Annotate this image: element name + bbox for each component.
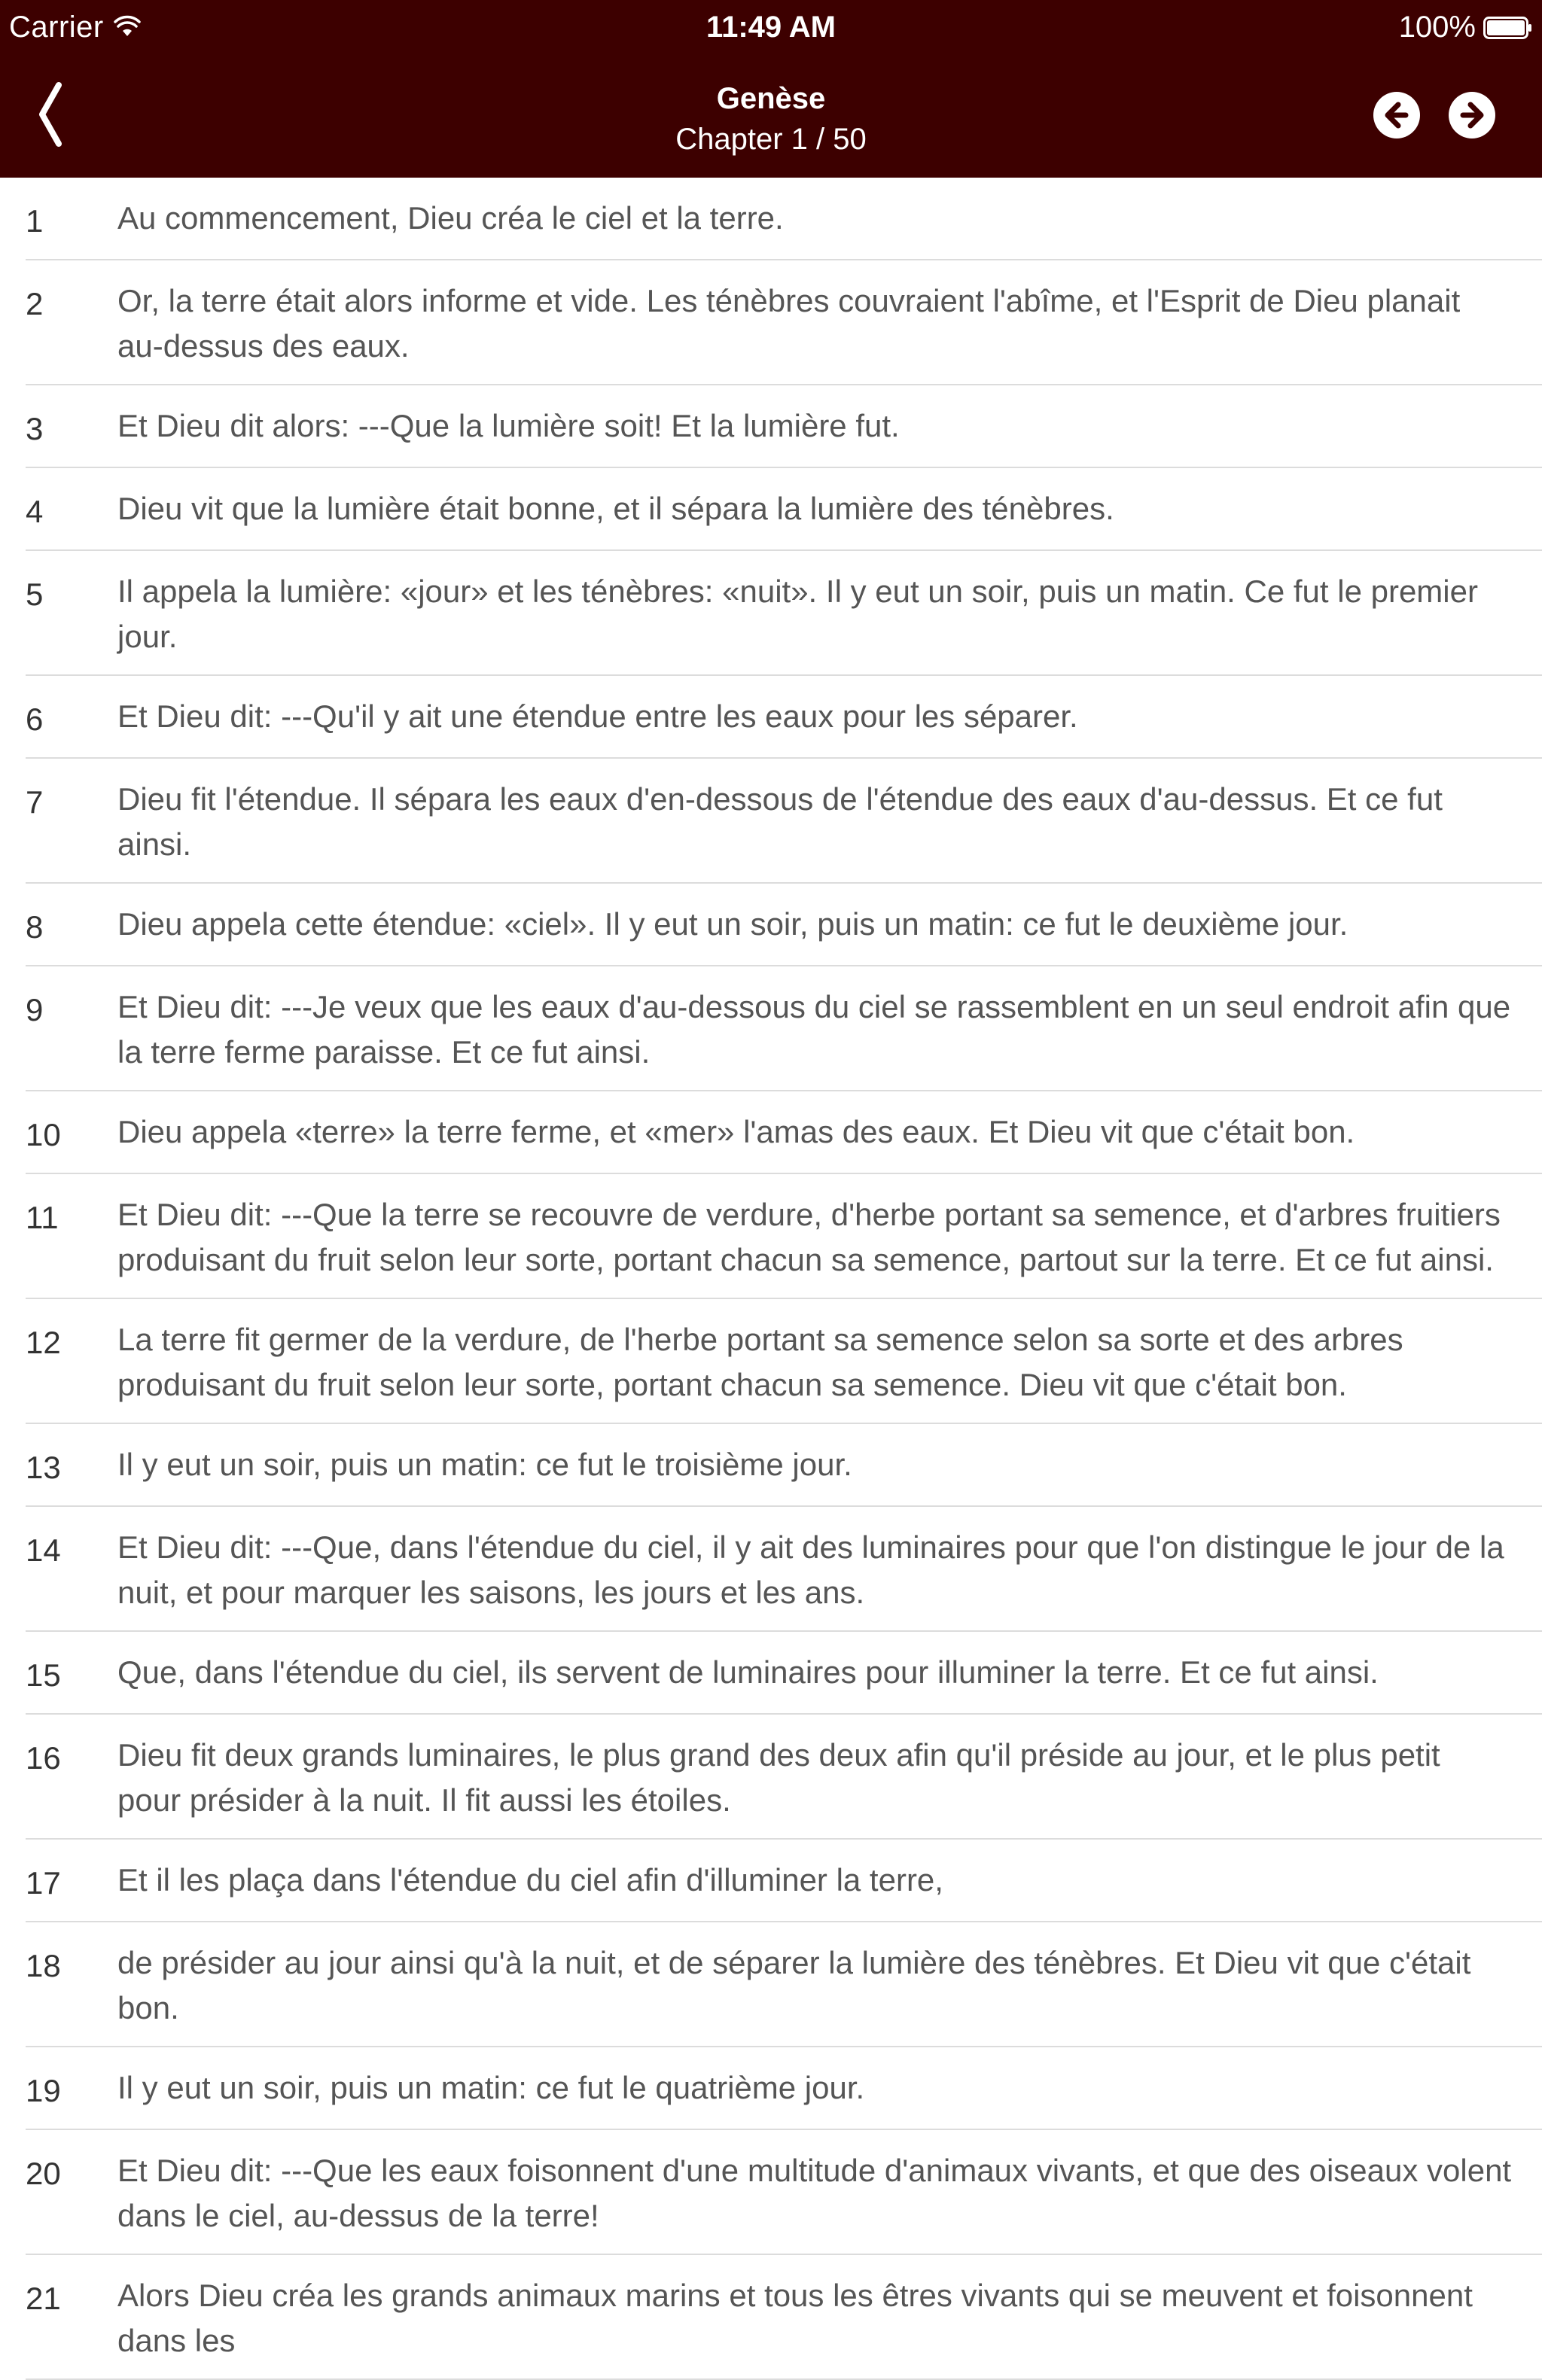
back-button[interactable]: [27, 78, 72, 151]
verse-text: Et Dieu dit: ---Que les eaux foisonnent d'une multitude d'animaux vivants, et que des oiseaux volent dans le ciel, au-dessus de la terre!: [117, 2153, 1512, 2233]
verse-number: 1: [26, 203, 44, 239]
verse-row[interactable]: [26, 2255, 1542, 2380]
book-title: Genèse: [716, 82, 826, 115]
verse-number: 3: [26, 411, 44, 446]
status-bar: [0, 0, 1542, 60]
verse-number: 6: [26, 702, 44, 737]
verse-text: Dieu fit deux grands luminaires, le plus grand des deux afin qu'il préside au jour, et le plus petit pour présider à la nuit. Il fit aussi les étoiles.: [117, 1737, 1440, 1818]
verse-text: Que, dans l'étendue du ciel, ils servent de luminaires pour illuminer la terre. Et ce fut ainsi.: [117, 1654, 1379, 1690]
next-chapter-button[interactable]: [1449, 92, 1495, 138]
carrier-label: Carrier: [9, 11, 104, 44]
battery-percent: 100%: [1398, 11, 1476, 44]
verse-number: 14: [26, 1532, 61, 1568]
verse-number: 17: [26, 1865, 61, 1901]
verse-number: 18: [26, 1948, 61, 1983]
arrow-right-icon: [1457, 100, 1487, 130]
verse-text: Et Dieu dit: ---Qu'il y ait une étendue entre les eaux pour les séparer.: [117, 698, 1078, 734]
verse-row[interactable]: [26, 676, 1542, 759]
verse-row[interactable]: [26, 468, 1542, 551]
verse-text: Il y eut un soir, puis un matin: ce fut le troisième jour.: [117, 1447, 852, 1482]
verse-row[interactable]: [26, 1424, 1542, 1507]
verse-row[interactable]: [26, 1507, 1542, 1632]
verse-list[interactable]: [0, 178, 1542, 2358]
verse-text: Or, la terre était alors informe et vide. Les ténèbres couvraient l'abîme, et l'Esprit de Dieu planait au-dessus des eaux.: [117, 283, 1461, 364]
status-time: 11:49 AM: [706, 11, 836, 44]
verse-number: 16: [26, 1740, 61, 1776]
verse-text: Dieu appela «terre» la terre ferme, et «mer» l'amas des eaux. Et Dieu vit que c'était bon.: [117, 1114, 1355, 1149]
verse-text: Il y eut un soir, puis un matin: ce fut le quatrième jour.: [117, 2070, 865, 2105]
verse-row[interactable]: [26, 759, 1542, 884]
verse-number: 15: [26, 1657, 61, 1693]
previous-chapter-button[interactable]: [1373, 92, 1420, 138]
verse-row[interactable]: [26, 966, 1542, 1091]
verse-number: 8: [26, 909, 44, 945]
verse-text: Au commencement, Dieu créa le ciel et la terre.: [117, 200, 784, 236]
verse-number: 19: [26, 2073, 61, 2108]
verse-number: 21: [26, 2281, 61, 2316]
verse-text: Et Dieu dit alors: ---Que la lumière soit! Et la lumière fut.: [117, 408, 900, 443]
verse-row[interactable]: [26, 1922, 1542, 2047]
verse-text: Et Dieu dit: ---Je veux que les eaux d'au-dessous du ciel se rassemblent en un seul endroit afin que la terre ferme paraisse. Et ce fut ainsi.: [117, 989, 1511, 1070]
verse-number: 11: [26, 1200, 59, 1235]
verse-number: 12: [26, 1325, 61, 1360]
nav-title: [0, 78, 1542, 160]
verse-row[interactable]: [26, 1299, 1542, 1424]
verse-text: de présider au jour ainsi qu'à la nuit, et de séparer la lumière des ténèbres. Et Dieu vit que c'était bon.: [117, 1945, 1471, 2025]
verse-row[interactable]: [26, 1174, 1542, 1299]
verse-text: Dieu appela cette étendue: «ciel». Il y eut un soir, puis un matin: ce fut le deuxième jour.: [117, 906, 1348, 942]
verse-number: 7: [26, 784, 44, 820]
verse-text: Et il les plaça dans l'étendue du ciel afin d'illuminer la terre,: [117, 1862, 943, 1898]
verse-number: 4: [26, 494, 44, 529]
verse-text: Alors Dieu créa les grands animaux marins et tous les êtres vivants qui se meuvent et foisonnent dans les: [117, 2278, 1473, 2358]
verse-number: 13: [26, 1450, 61, 1485]
verse-row[interactable]: [26, 385, 1542, 468]
verse-text: La terre fit germer de la verdure, de l'herbe portant sa semence selon sa sorte et des arbres produisant du fruit selon leur sorte, portant chacun sa semence. Dieu vit que c'était bon.: [117, 1322, 1403, 1402]
verse-row[interactable]: [26, 1715, 1542, 1840]
verse-row[interactable]: [26, 1840, 1542, 1922]
battery-icon: [1483, 17, 1533, 39]
status-right: [1399, 11, 1533, 44]
verse-number: 5: [26, 577, 44, 612]
verse-row[interactable]: [26, 884, 1542, 966]
verse-row[interactable]: [26, 260, 1542, 385]
verse-row[interactable]: [26, 2130, 1542, 2255]
verse-row[interactable]: [26, 551, 1542, 676]
arrow-left-icon: [1382, 100, 1412, 130]
verse-number: 20: [26, 2156, 61, 2191]
header: [0, 0, 1542, 178]
verse-row[interactable]: [26, 1632, 1542, 1715]
chevron-left-icon: [35, 81, 65, 148]
verse-text: Il appela la lumière: «jour» et les ténèbres: «nuit». Il y eut un soir, puis un matin. Ce fut le premier jour.: [117, 574, 1478, 654]
verse-row[interactable]: [26, 178, 1542, 260]
verse-text: Et Dieu dit: ---Que, dans l'étendue du ciel, il y ait des luminaires pour que l'on distingue le jour de la nuit, et pour marquer les saisons, les jours et les ans.: [117, 1529, 1504, 1610]
verse-number: 10: [26, 1117, 61, 1152]
verse-text: Dieu vit que la lumière était bonne, et il sépara la lumière des ténèbres.: [117, 491, 1114, 526]
verse-number: 9: [26, 992, 44, 1027]
verse-number: 2: [26, 286, 44, 321]
verse-row[interactable]: [26, 2047, 1542, 2130]
chapter-label: Chapter 1 / 50: [675, 123, 867, 156]
verse-text: Et Dieu dit: ---Que la terre se recouvre de verdure, d'herbe portant sa semence, et d'arbres fruitiers produisant du fruit selon leur sorte, portant chacun sa semence, partout sur la terre. Et ce fut ainsi.: [117, 1197, 1501, 1277]
verse-text: Dieu fit l'étendue. Il sépara les eaux d'en-dessous de l'étendue des eaux d'au-dessus. Et ce fut ainsi.: [117, 781, 1443, 862]
verse-row[interactable]: [26, 1091, 1542, 1174]
